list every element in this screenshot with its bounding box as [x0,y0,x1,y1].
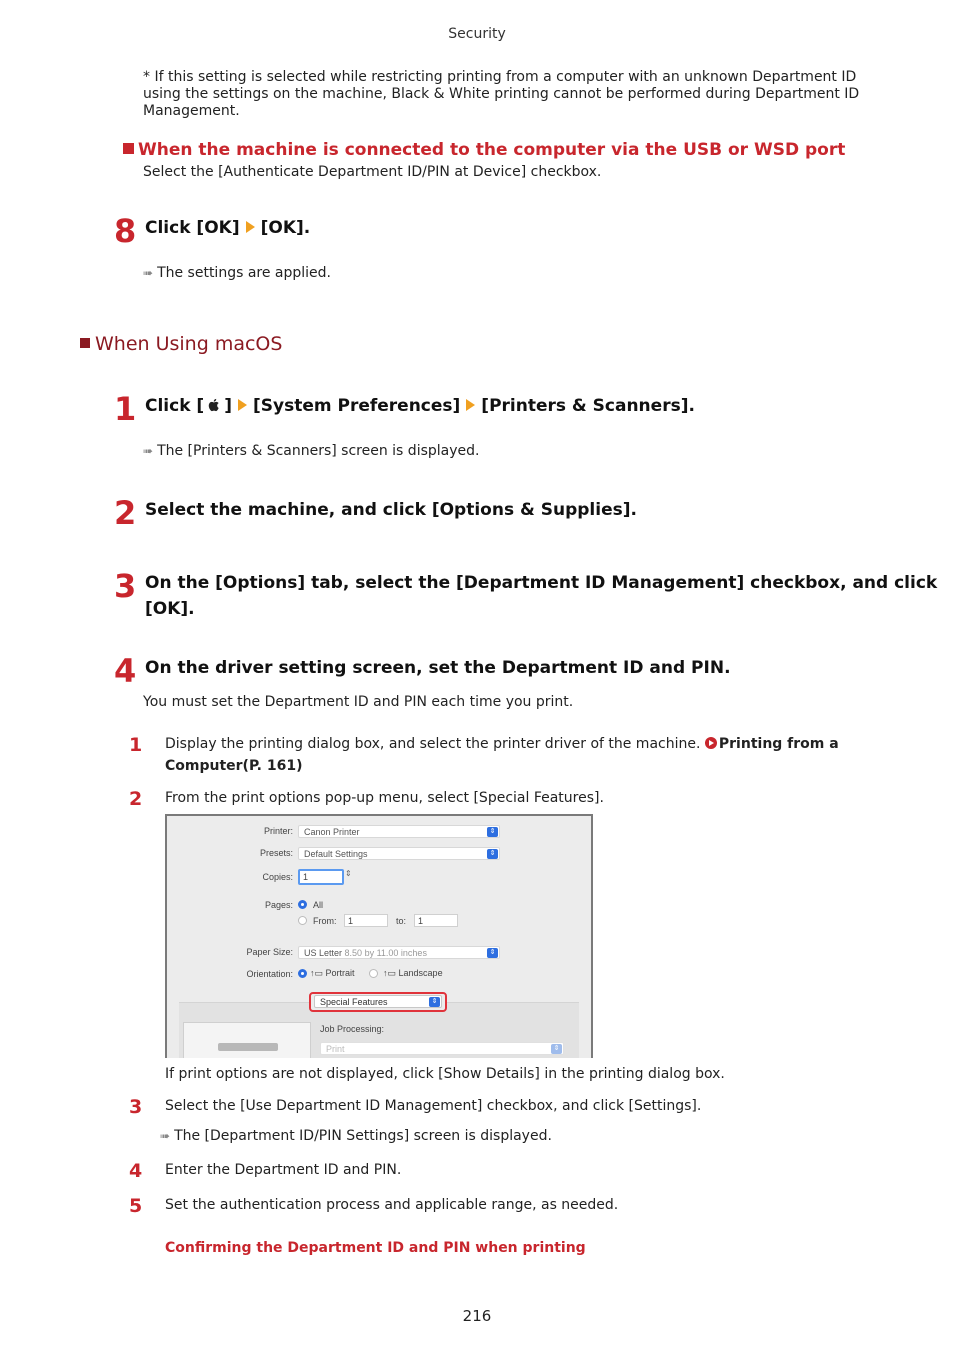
result-arrow-icon: ➠ [160,1129,171,1143]
substep-number: 3 [129,1096,143,1118]
square-bullet-icon [80,338,90,348]
copies-field[interactable]: 1 [298,869,344,885]
footnote: * If this setting is selected while restricting printing from a computer with an unknown Department ID using the settings on the machine, Black & White printing cannot be performed during Department ID Management. [143,69,860,119]
step-text-line1: On the [Options] tab, select the [Department ID Management] checkbox, and click [145,573,938,593]
pages-to-field[interactable]: 1 [414,914,458,927]
pages-from-field[interactable]: 1 [344,914,388,927]
result-arrow-icon: ➠ [143,444,154,458]
updown-icon: ⇕ [487,827,498,837]
substep-text: From the print options pop-up menu, select [Special Features]. [165,790,604,806]
printer-image [218,1043,278,1051]
substep-number: 5 [129,1195,143,1217]
job-processing-popup[interactable]: Print ⇕ [320,1042,564,1055]
confirming-dept-id-link[interactable]: Confirming the Department ID and PIN when printing [165,1240,586,1256]
step-result: ➠ The settings are applied. [143,265,332,281]
updown-icon: ⇕ [551,1044,562,1054]
arrow-right-icon [246,221,255,233]
landscape-radio[interactable] [369,969,378,978]
running-header: Security [448,26,506,42]
usb-section-text: Select the [Authenticate Department ID/PIN at Device] checkbox. [143,164,602,180]
substep-text: Set the authentication process and applicable range, as needed. [165,1197,619,1213]
usb-section-heading: When the machine is connected to the computer via the USB or WSD port [123,140,845,160]
print-dialog-screenshot: Printer: Canon Printer ⇕ Presets: Default Settings ⇕ Copies: 1 ⇕ Pages: All From: 1 to: 1 Paper Size: US Letter 8.50 by 11.00 inches ⇕ Orientation: ↑▭ Portrait ↑▭ Landscape Special Features ⇕ Job Processing: Print ⇕ [165,814,593,1058]
step-result: ➠ The [Printers & Scanners] screen is displayed. [143,443,480,459]
result-arrow-icon: ➠ [143,266,154,280]
updown-icon: ⇕ [429,997,440,1007]
substep-result: ➠ The [Department ID/PIN Settings] screen is displayed. [160,1128,552,1144]
arrow-right-icon [466,399,475,411]
step-number: 2 [114,494,137,532]
macos-section-heading: When Using macOS [80,333,282,355]
portrait-icon: ↑▭ [310,968,324,978]
stepper-icon[interactable]: ⇕ [345,869,352,878]
substep-note: If print options are not displayed, click [Show Details] in the printing dialog box. [165,1066,725,1082]
step-number: 3 [114,567,137,605]
step-number: 4 [114,652,137,690]
step-text: On the driver setting screen, set the Department ID and PIN. [145,658,731,678]
step-text-line2: [OK]. [145,599,195,619]
printing-from-computer-link-cont[interactable]: Computer(P. 161) [165,758,303,774]
link-arrow-icon [705,737,717,749]
substep-text: Select the [Use Department ID Management] checkbox, and click [Settings]. [165,1098,702,1114]
substep-text: Display the printing dialog box, and select the printer driver of the machine. Printing from a [165,736,839,752]
arrow-right-icon [238,399,247,411]
step-description: You must set the Department ID and PIN each time you print. [143,694,574,710]
printing-from-computer-link[interactable]: Printing from a [718,736,839,752]
substep-text: Enter the Department ID and PIN. [165,1162,402,1178]
step-text: Click [ ] [System Preferences] [Printers & Scanners]. [145,396,695,416]
updown-icon: ⇕ [487,948,498,958]
substep-number: 2 [129,788,143,810]
page-number: 216 [462,1307,492,1325]
apple-icon [206,397,222,413]
pages-all-radio[interactable] [298,900,307,909]
landscape-icon: ↑▭ [383,968,397,978]
step-number: 8 [114,212,137,250]
paper-size-popup[interactable]: US Letter 8.50 by 11.00 inches ⇕ [298,946,500,959]
substep-number: 4 [129,1160,143,1182]
print-options-popup[interactable]: Special Features ⇕ [314,995,442,1008]
pages-from-radio[interactable] [298,916,307,925]
step-number: 1 [114,390,137,428]
step-text: Select the machine, and click [Options & Supplies]. [145,500,637,520]
presets-popup[interactable]: Default Settings ⇕ [298,847,500,860]
updown-icon: ⇕ [487,849,498,859]
substep-number: 1 [129,734,143,756]
portrait-radio[interactable] [298,969,307,978]
square-bullet-icon [123,143,134,154]
printer-popup[interactable]: Canon Printer ⇕ [298,825,500,838]
preview-thumbnail [183,1022,311,1058]
step-text: Click [OK] [OK]. [145,218,311,238]
